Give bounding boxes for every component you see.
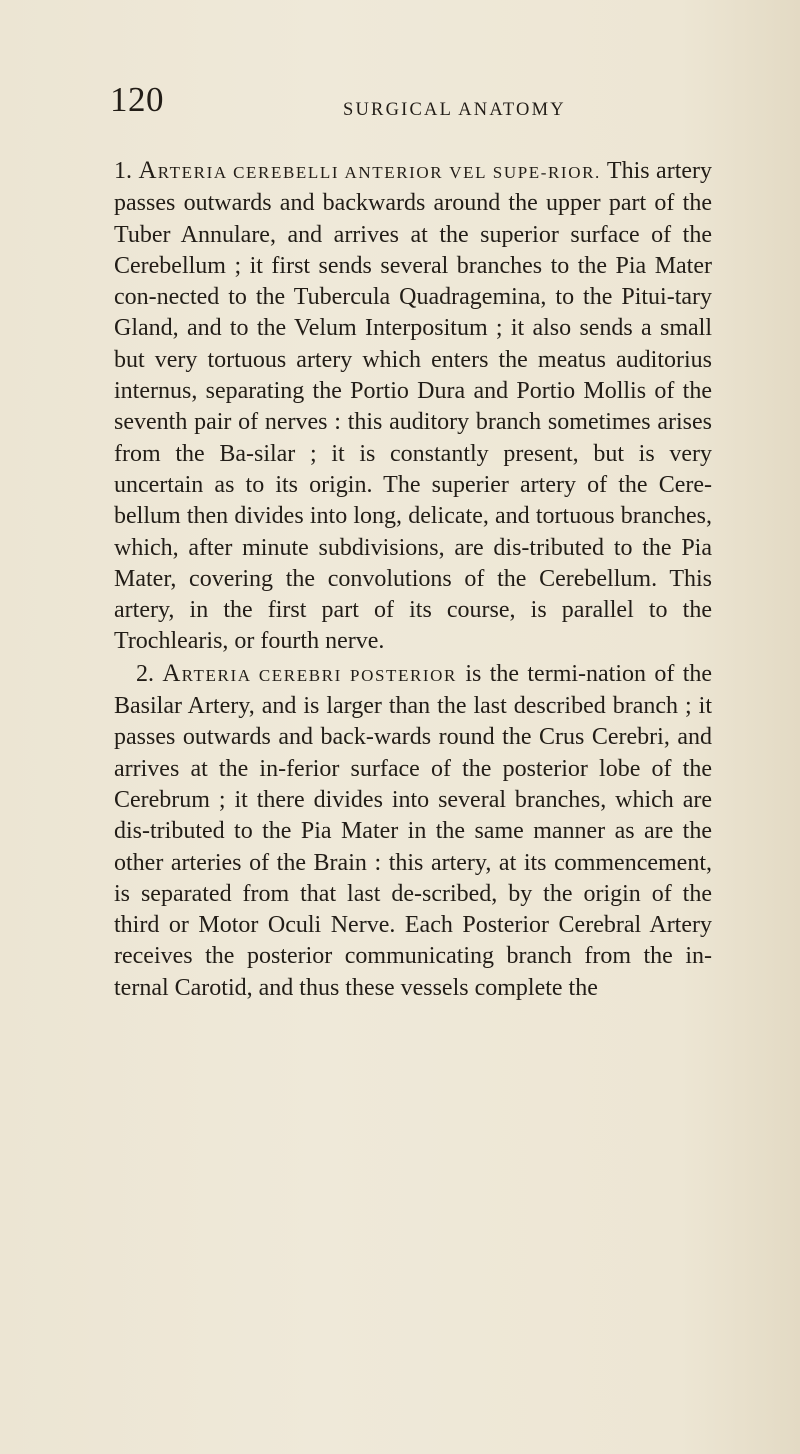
page-header bbox=[110, 80, 710, 138]
paragraph-text: This artery passes outwards and backwards around the upper part of the Tuber Annulare, and arrives at the superior surface of the Cerebellum ; it first sends several branches to the Pia Mater con-nected to the Tubercula Quadragemina, to the Pitui-tary Gland, and to the Velum Interpositum ; it also sends a small but very tortuous artery which enters the meatus auditorius internus, separating the Portio Dura and Portio Mollis of the seventh pair of nerves : this auditory branch sometimes arises from the Ba-silar ; it is constantly present, but is very uncertain as to its origin. The superier artery of the Cere-bellum then divides into long, delicate, and tortuous branches, which, after minute subdivisions, are dis-tributed to the Pia Mater, covering the convolutions of the Cerebellum. This artery, in the first part of its course, is parallel to the Trochlearis, or fourth nerve. bbox=[114, 158, 713, 655]
body-text bbox=[114, 155, 712, 1004]
heading-rest: RTERIA CEREBELLI ANTERIOR VEL SUPE-RIOR. bbox=[157, 163, 601, 182]
paragraph-heading bbox=[162, 661, 457, 686]
heading-rest: RTERIA CEREBRI POSTERIOR bbox=[181, 665, 457, 685]
paragraph-arteria-cerebri bbox=[114, 658, 712, 1004]
paragraph-number: 2. bbox=[136, 660, 154, 687]
paragraph-heading bbox=[138, 158, 600, 183]
paragraph-text: is the termi-nation of the Basilar Artery, and is larger than the last described branch ; it passes outwards and back-wards round the Crus Cerebri, and arrives at the in-ferior surface of the posterior lobe of the Cerebrum ; it there divides into several branches, which are dis-tributed to the Pia Mater in the same manner as are the other arteries of the Brain : this artery, at its commencement, is separated from that last de-scribed, by the origin of the third or Motor Oculi Nerve. Each Posterior Cerebral Artery receives the posterior communicating branch from the in-ternal Carotid, and thus these vessels complete the bbox=[114, 660, 713, 1001]
running-head: SURGICAL ANATOMY bbox=[343, 100, 566, 120]
page-number: 120 bbox=[110, 80, 164, 119]
heading-initial: A bbox=[138, 157, 158, 184]
paragraph-arteria-cerebelli bbox=[114, 155, 712, 658]
paragraph-number: 1. bbox=[114, 158, 132, 184]
heading-initial: A bbox=[162, 659, 182, 687]
